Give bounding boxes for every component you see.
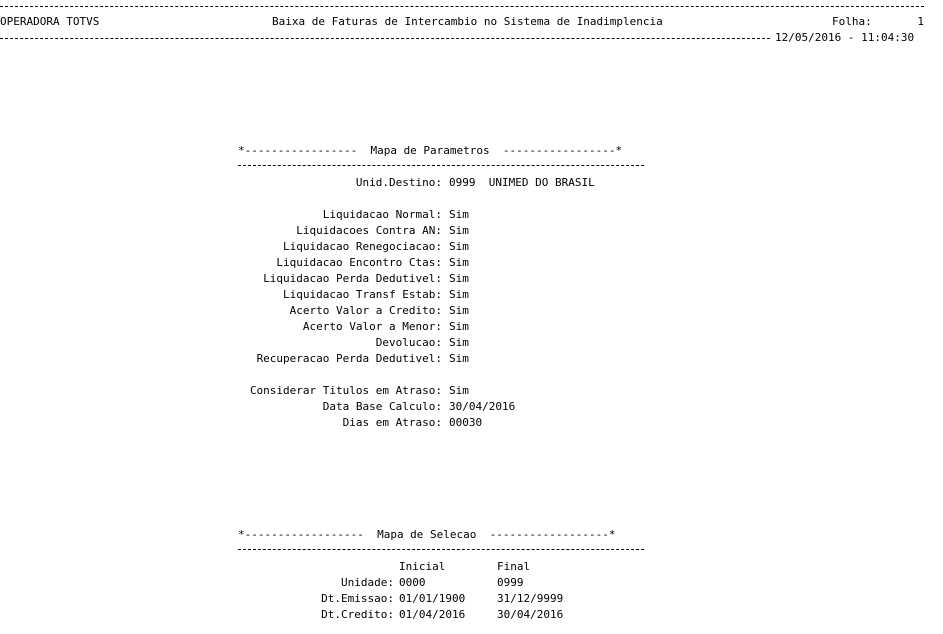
selecao-inicial: 0000 [399, 576, 426, 589]
report-title: Baixa de Faturas de Intercambio no Sistema de Inadimplencia [272, 15, 663, 28]
extra-label: Dias em Atraso: [342, 416, 442, 429]
extra-label: Data Base Calculo: [322, 400, 442, 413]
selecao-label: Dt.Emissao: [321, 592, 394, 605]
extra-value: 00030 [449, 416, 483, 429]
selecao-col-final: Final [497, 560, 531, 573]
header-bottom-rule [0, 38, 770, 39]
parametros-rule [238, 165, 644, 166]
unid-destino-value: 0999 UNIMED DO BRASIL [449, 176, 595, 189]
company-name: OPERADORA TOTVS [0, 15, 100, 28]
selecao-inicial: 01/01/1900 [399, 592, 466, 605]
param-value: Sim [449, 240, 469, 253]
param-value: Sim [449, 288, 469, 301]
selecao-col-inicial: Inicial [399, 560, 446, 573]
selecao-final: 30/04/2016 [497, 608, 564, 621]
selecao-label: Dt.Credito: [321, 608, 394, 621]
top-rule [0, 6, 924, 7]
extra-value: 30/04/2016 [449, 400, 516, 413]
param-label: Liquidacao Normal: [322, 208, 442, 221]
param-label: Liquidacao Perda Dedutivel: [263, 272, 442, 285]
selecao-heading: *------------------ Mapa de Selecao ------------------* [238, 528, 616, 541]
selecao-inicial: 01/04/2016 [399, 608, 466, 621]
param-label: Liquidacao Transf Estab: [283, 288, 442, 301]
param-label: Recuperacao Perda Dedutivel: [256, 352, 442, 365]
param-value: Sim [449, 272, 469, 285]
param-label: Acerto Valor a Menor: [302, 320, 442, 333]
param-value: Sim [449, 320, 469, 333]
param-value: Sim [449, 336, 469, 349]
unid-destino-label: Unid.Destino: [355, 176, 442, 189]
selecao-rule [238, 549, 644, 550]
parametros-heading: *----------------- Mapa de Parametros -----------------* [238, 144, 623, 157]
extra-label: Considerar Titulos em Atraso: [249, 384, 442, 397]
param-label: Devolucao: [375, 336, 442, 349]
param-value: Sim [449, 352, 469, 365]
extra-value: Sim [449, 384, 469, 397]
page-label: Folha: [832, 15, 872, 28]
param-value: Sim [449, 208, 469, 221]
param-value: Sim [449, 224, 469, 237]
param-label: Liquidacoes Contra AN: [296, 224, 442, 237]
selecao-final: 31/12/9999 [497, 592, 564, 605]
page-number: 1 [917, 15, 924, 28]
param-label: Liquidacao Encontro Ctas: [276, 256, 442, 269]
selecao-final: 0999 [497, 576, 524, 589]
param-value: Sim [449, 256, 469, 269]
selecao-label: Unidade: [341, 576, 394, 589]
param-label: Acerto Valor a Credito: [289, 304, 442, 317]
param-label: Liquidacao Renegociacao: [283, 240, 442, 253]
report-datetime: 12/05/2016 - 11:04:30 [775, 31, 915, 44]
param-value: Sim [449, 304, 469, 317]
